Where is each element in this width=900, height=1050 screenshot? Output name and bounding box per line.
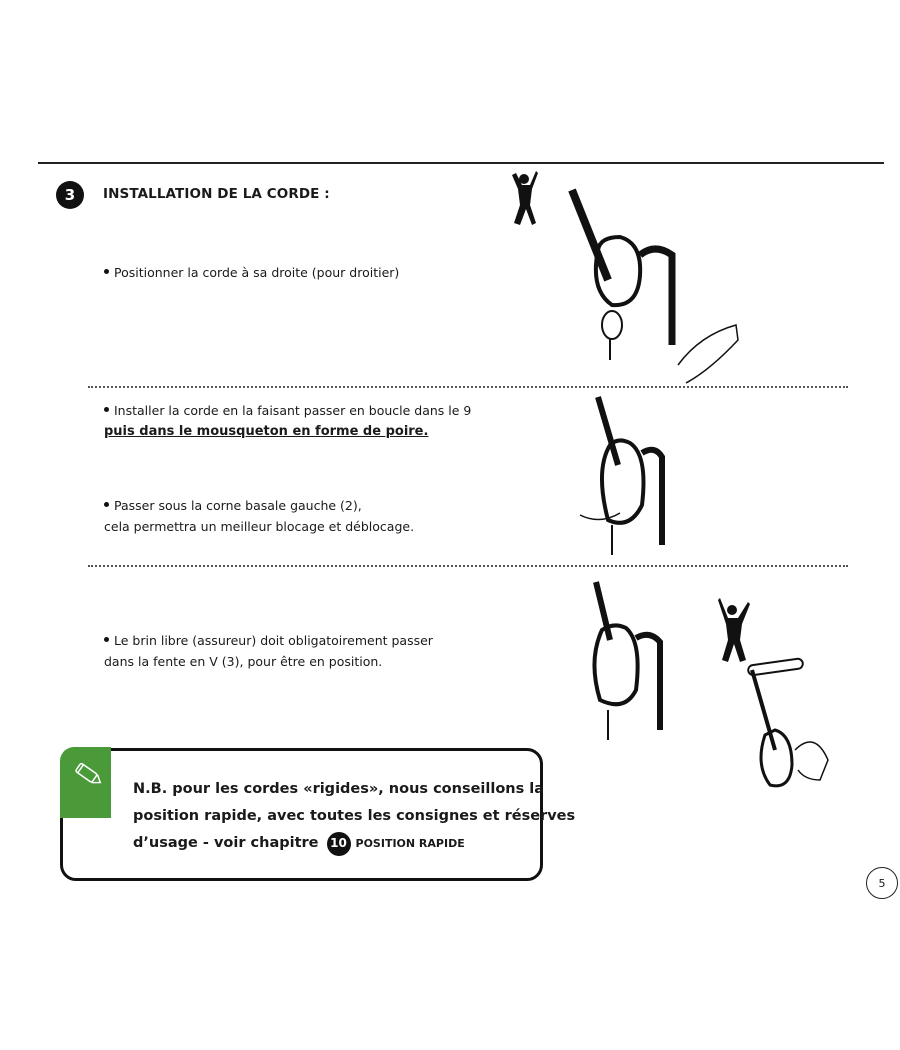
rope-installation-illustration-3 [570,580,870,805]
climber-icon [512,171,538,225]
hand-icon [678,325,738,383]
note-line: N.B. pour les cordes «rigides», nous conseillons la [133,781,545,797]
step-text: cela permettra un meilleur blocage et déblocage. [104,519,415,534]
climber-icon [718,598,750,662]
chapter-label: POSITION RAPIDE [355,837,465,850]
rope-installation-illustration-1 [500,165,760,390]
pencil-icon [60,747,111,818]
bullet [104,269,109,274]
note-text [133,776,575,857]
step-1 [104,262,399,283]
step-text: Passer sous la corne basale gauche (2), [114,498,362,513]
step-3 [104,495,414,537]
quickdraw-icon [748,658,804,676]
step-text: dans la fente en V (3), pour être en position. [104,654,383,669]
step-2 [104,400,471,442]
step-4 [104,630,433,672]
step-emphasis: puis dans le mousqueton en forme de poire. [104,424,429,439]
step-text: Le brin libre (assureur) doit obligatoirement passer [114,633,433,648]
chapter-number-badge: 10 [327,832,351,856]
rope-installation-illustration-2 [570,395,690,555]
bullet [104,407,109,412]
note-tab [60,747,111,818]
hand-icon [795,742,828,780]
bullet [104,637,109,642]
note-line: position rapide, avec toutes les consignes et réserves [133,808,576,824]
separator [88,565,848,567]
section-number-badge: 3 [56,181,84,209]
bullet [104,502,109,507]
section-title: INSTALLATION DE LA CORDE : [103,186,330,202]
note-line: d’usage - voir chapitre [133,835,319,851]
top-rule [38,162,884,164]
step-text: Positionner la corde à sa droite (pour droitier) [114,265,400,280]
page-number: 5 [866,867,898,899]
step-text: Installer la corde en la faisant passer en boucle dans le 9 [114,403,472,418]
chapter-reference-link[interactable] [327,830,465,857]
